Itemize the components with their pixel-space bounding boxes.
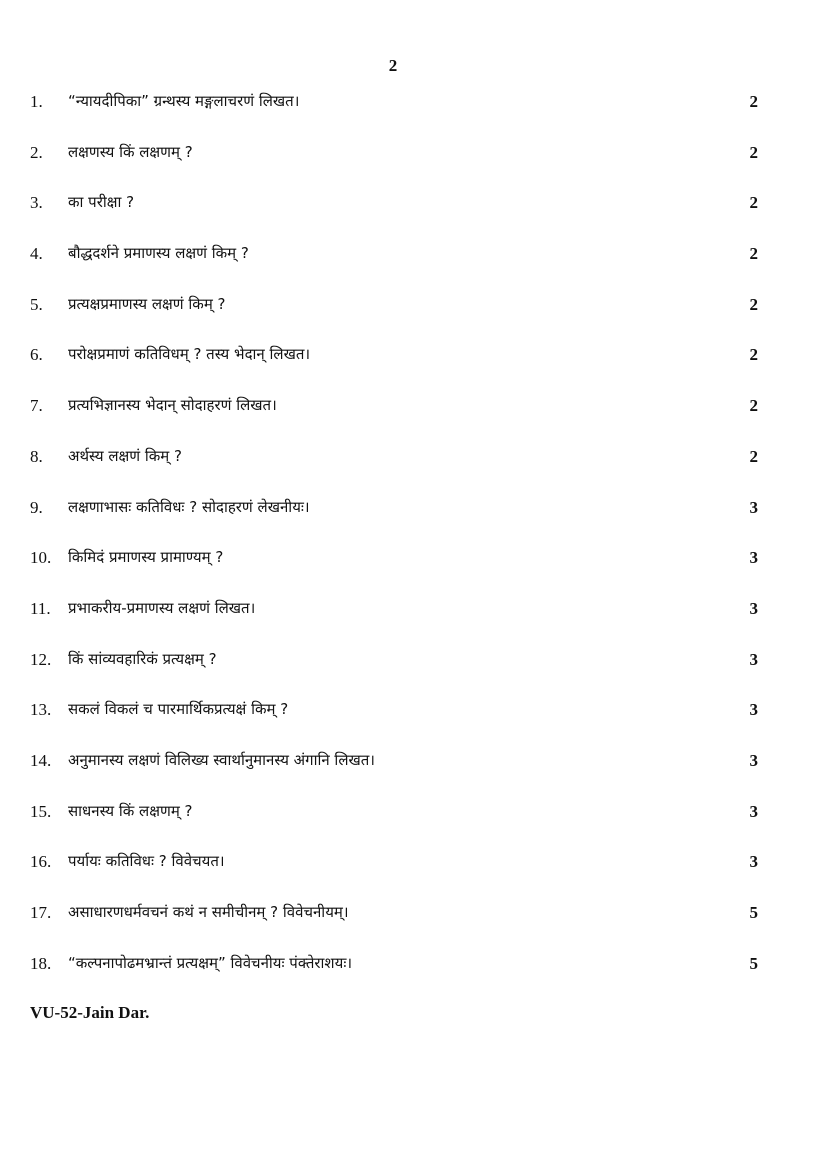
paper-code: VU-52-Jain Dar. [30, 1003, 150, 1022]
question-item [0, 240, 827, 291]
question-marks: 5 [749, 953, 758, 973]
question-marks: 2 [749, 345, 758, 365]
question-marks: 2 [749, 396, 758, 416]
question-marks: 2 [749, 244, 758, 264]
question-marks: 3 [749, 700, 758, 720]
question-text: असाधारणधर्मवचनं कथं न समीचीनम् ? विवेचनीयम्। [68, 903, 349, 921]
question-text: प्रत्यभिज्ञानस्य भेदान् सोदाहरणं लिखत। [68, 396, 277, 415]
question-item [0, 139, 827, 190]
question-item [0, 595, 827, 646]
question-text: किं सांव्यवहारिकं प्रत्यक्षम् ? [68, 649, 217, 668]
question-text: प्रत्यक्षप्रमाणस्य लक्षणं किम् ? [68, 294, 226, 313]
question-marks: 3 [749, 497, 758, 517]
question-item [0, 950, 827, 1001]
question-list [0, 88, 827, 1000]
question-number: 3. [30, 193, 43, 213]
question-number: 16. [30, 852, 52, 872]
question-item [0, 88, 827, 139]
question-marks: 2 [749, 142, 758, 162]
question-item [0, 392, 827, 443]
question-item [0, 848, 827, 899]
question-item [0, 494, 827, 545]
question-marks: 3 [749, 598, 758, 618]
question-number: 8. [30, 446, 43, 466]
question-marks: 5 [749, 903, 758, 922]
question-item [0, 899, 827, 950]
question-text: परोक्षप्रमाणं कतिविधम् ? तस्य भेदान् लिखत। [68, 345, 311, 364]
question-marks: 2 [749, 446, 758, 466]
question-text: का परीक्षा ? [68, 193, 135, 212]
question-item [0, 747, 827, 798]
question-item [0, 544, 827, 595]
question-marks: 3 [749, 548, 758, 568]
question-number: 7. [30, 396, 43, 416]
question-number: 13. [30, 700, 52, 720]
question-number: 11. [30, 598, 51, 618]
question-item [0, 798, 827, 849]
question-marks: 3 [749, 801, 758, 821]
question-number: 10. [30, 548, 52, 568]
question-number: 14. [30, 750, 52, 770]
question-number: 12. [30, 649, 52, 669]
question-item [0, 291, 827, 342]
question-item [0, 189, 827, 240]
question-text: “न्यायदीपिका” ग्रन्थस्य मङ्गलाचरणं लिखत। [68, 92, 300, 110]
question-number: 17. [30, 903, 52, 922]
question-marks: 2 [749, 193, 758, 213]
question-text: लक्षणाभासः कतिविधः ? सोदाहरणं लेखनीयः। [68, 497, 310, 516]
question-text: बौद्धदर्शने प्रमाणस्य लक्षणं किम् ? [68, 244, 249, 263]
question-text: “कल्पनापोढमभ्रान्तं प्रत्यक्षम्” विवेचनीयः पंक्तेराशयः। [68, 953, 353, 972]
question-item [0, 696, 827, 747]
question-number: 6. [30, 345, 43, 365]
question-number: 18. [30, 953, 52, 973]
question-text: साधनस्य किं लक्षणम् ? [68, 801, 193, 820]
question-number: 5. [30, 294, 43, 314]
question-marks: 2 [749, 294, 758, 314]
question-text: पर्यायः कतिविधः ? विवेचयत। [68, 852, 225, 871]
question-text: लक्षणस्य किं लक्षणम् ? [68, 142, 193, 161]
question-marks: 2 [749, 92, 758, 111]
question-number: 4. [30, 244, 43, 264]
question-marks: 3 [749, 649, 758, 669]
question-marks: 3 [749, 852, 758, 872]
question-number: 1. [30, 92, 43, 111]
question-number: 2. [30, 142, 43, 162]
question-item [0, 341, 827, 392]
question-marks: 3 [749, 750, 758, 770]
question-text: प्रभाकरीय-प्रमाणस्य लक्षणं लिखत। [68, 598, 256, 617]
question-item [0, 646, 827, 697]
question-text: सकलं विकलं च पारमार्थिकप्रत्यक्षं किम् ? [68, 700, 289, 719]
question-number: 15. [30, 801, 52, 821]
page-number: 2 [388, 56, 398, 75]
question-text: अनुमानस्य लक्षणं विलिख्य स्वार्थानुमानस्य अंगानि लिखत। [68, 750, 375, 769]
question-text: किमिदं प्रमाणस्य प्रामाण्यम् ? [68, 548, 224, 567]
question-text: अर्थस्य लक्षणं किम् ? [68, 446, 182, 465]
question-number: 9. [30, 497, 43, 517]
question-item [0, 443, 827, 494]
